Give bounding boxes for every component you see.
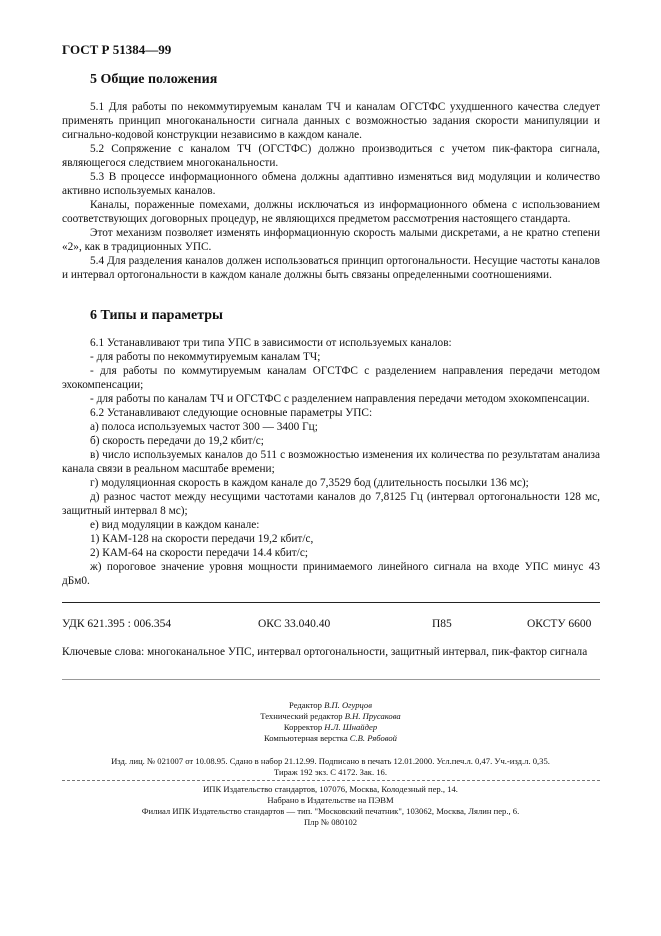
section-6-title: 6 Типы и параметры: [90, 308, 223, 323]
divider: [62, 780, 600, 781]
paragraph-5-4: 5.4 Для разделения каналов должен использоваться принцип ортогональности. Несущие частоты каналов и интервал ортогональности в каждом канале должны быть связаны определенными соотношениями.: [62, 255, 600, 281]
paragraph-6-2: 6.2 Устанавливают следующие основные параметры УПС:: [90, 407, 373, 419]
section-5-title: 5 Общие положения: [90, 72, 218, 87]
layout-role: Компьютерная верстка: [264, 733, 348, 743]
udk-code: УДК 621.395 : 006.354: [62, 618, 172, 630]
credits: [0, 700, 661, 744]
publisher-line: Набрано в Издательстве на ПЭВМ: [267, 795, 394, 805]
paragraph-5-3-mechanism: Этот механизм позволяет изменять информационную скорость малыми дискретами, а не кратно степени «2», как в традиционных УПС.: [62, 227, 600, 253]
oks-code: ОКС 33.040.40: [258, 618, 331, 630]
list-item: а) полоса используемых частот 300 — 3400 Гц;: [90, 421, 318, 433]
okstu-code: ОКСТУ 6600: [527, 618, 592, 630]
group-code: П85: [432, 618, 452, 630]
paragraph-5-2: 5.2 Сопряжение с каналом ТЧ (ОГСТФС) должно производиться с учетом пик-фактора сигнала, являющегося следствием многоканальности.: [62, 143, 600, 169]
paragraph-5-3-channels: Каналы, пораженные помехами, должны исключаться из информационного обмена с использованием соответствующих договорных процедур, не являющихся предметом рассмотрения настоящего стандарта.: [62, 199, 600, 225]
list-item: - для работы по некоммутируемым каналам ТЧ;: [90, 351, 321, 363]
list-item: 1) КАМ-128 на скорости передачи 19,2 кбит/с,: [90, 533, 314, 545]
list-item: г) модуляционная скорость в каждом канале до 7,3529 бод (длительность посылки 136 мс);: [90, 477, 529, 489]
corrector-name: Н.Л. Шнайдер: [324, 722, 378, 732]
list-item: ж) пороговое значение уровня мощности принимаемого линейного сигнала на входе УПС минус 43 дБм0.: [62, 561, 600, 587]
document-code: ГОСТ Р 51384—99: [62, 42, 172, 57]
list-item: е) вид модуляции в каждом канале:: [90, 519, 260, 531]
tech-editor-name: В.Н. Прусакова: [344, 711, 401, 721]
publisher-line: Филиал ИПК Издательство стандартов — тип. "Московский печатник", 103062, Москва, Лялин пер., 6.: [141, 806, 520, 816]
paragraph-5-1: 5.1 Для работы по некоммутируемым каналам ТЧ и каналам ОГСТФС ухудшенного качества следует применять принцип многоканальности сигнала данных с возможностью задания скорости манипуляции и сигнально-кодовой конструкции независимо в каждом канале.: [62, 101, 600, 141]
editor-role: Редактор: [289, 700, 322, 710]
imprint-line: Тираж 192 экз. С 4172. Зак. 16.: [273, 767, 387, 777]
imprint: [0, 756, 661, 778]
layout-name: С.В. Рябовой: [349, 733, 397, 743]
section-5-body: [62, 100, 600, 282]
publisher-line: ИПК Издательство стандартов, 107076, Москва, Колодезный пер., 14.: [203, 784, 458, 794]
tech-editor-role: Технический редактор: [260, 711, 343, 721]
list-item: б) скорость передачи до 19,2 кбит/с;: [90, 435, 264, 447]
editor-name: В.П. Огурцов: [324, 700, 372, 710]
section-6-body: [62, 336, 600, 588]
paragraph-5-3: 5.3 В процессе информационного обмена должны адаптивно изменяться вид модуляции и количество активно используемых каналов.: [62, 171, 600, 197]
list-item: - для работы по каналам ТЧ и ОГСТФС с разделением направления передачи методом эхокомпенсации.: [90, 393, 590, 405]
divider: [62, 679, 600, 680]
list-item: 2) КАМ-64 на скорости передачи 14.4 кбит/с;: [90, 547, 308, 559]
keywords: Ключевые слова: многоканальное УПС, интервал ортогональности, защитный интервал, пик-фактор сигнала: [62, 646, 588, 658]
list-item: - для работы по коммутируемым каналам ОГСТФС с разделением направления передачи методом эхокомпенсации;: [62, 365, 600, 391]
list-item: д) разнос частот между несущими частотами каналов до 7,8125 Гц (интервал ортогональности 128 мс, защитный интервал 8 мс);: [62, 491, 600, 517]
publisher-line: Плр № 080102: [303, 817, 358, 827]
list-item: в) число используемых каналов до 511 с возможностью изменения их количества по результатам анализа канала связи в реальном масштабе времени;: [62, 449, 600, 475]
imprint-line: Изд. лиц. № 021007 от 10.08.95. Сдано в набор 21.12.99. Подписано в печать 12.01.2000. Усл.печ.л. 0,47. Уч.-изд.л. 0,35.: [111, 756, 550, 766]
corrector-role: Корректор: [283, 722, 323, 732]
paragraph-6-1: 6.1 Устанавливают три типа УПС в зависимости от используемых каналов:: [90, 337, 452, 349]
publisher: [0, 784, 661, 828]
divider: [62, 602, 600, 603]
